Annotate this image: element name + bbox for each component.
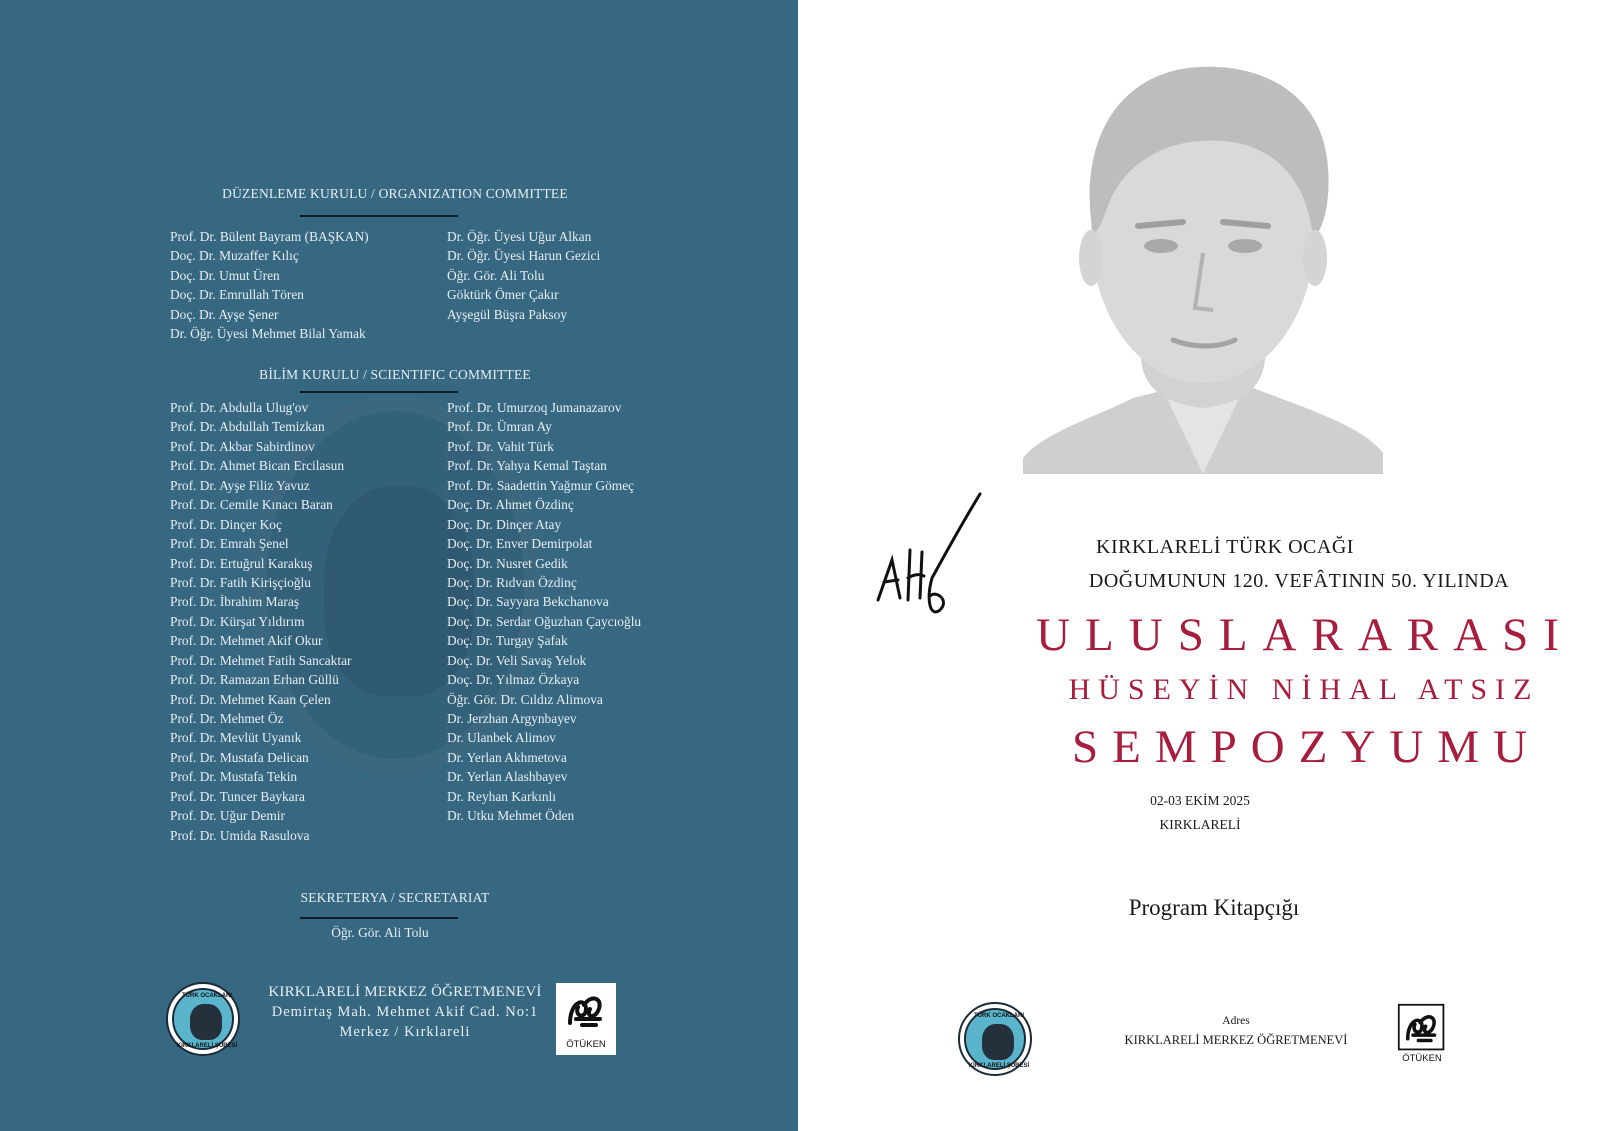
scientific-committee-col2 (447, 398, 641, 826)
scientific-committee-title: BİLİM KURULU / SCIENTIFIC COMMITTEE (259, 367, 531, 382)
otuken-publisher-logo (556, 983, 616, 1055)
member-name: Prof. Dr. Uğur Demir (170, 808, 285, 824)
member-name: Prof. Dr. Saadettin Yağmur Gömeç (447, 477, 635, 493)
member-name: Prof. Dr. Kürşat Yıldırım (170, 613, 305, 629)
secretary-name: Öğr. Gör. Ali Tolu (331, 925, 429, 940)
member-name: Doç. Dr. Ahmet Özdinç (447, 497, 574, 513)
member-name: Prof. Dr. Mustafa Tekin (170, 769, 298, 785)
organization-committee-col1 (170, 227, 369, 344)
seal-top-text: TÜRK OCAKLARI (974, 1013, 1024, 1019)
title-line-3: SEMPOZYUMU (1071, 721, 1542, 773)
booklet-label: Program Kitapçığı (1128, 895, 1300, 920)
left-page (0, 0, 798, 1131)
member-name: Doç. Dr. Sayyara Bekchanova (447, 594, 609, 610)
wolf-head-icon (190, 1004, 222, 1040)
turk-ocaklari-seal-logo (166, 982, 240, 1056)
member-name: Doç. Dr. Muzaffer Kılıç (170, 248, 299, 264)
member-name: Prof. Dr. Mehmet Kaan Çelen (170, 691, 331, 707)
member-name: Prof. Dr. Akbar Sabirdinov (170, 438, 315, 454)
title-line-2: HÜSEYİN NİHAL ATSIZ (1068, 673, 1540, 706)
member-name: Doç. Dr. Yılmaz Özkaya (447, 672, 580, 688)
member-name: Doç. Dr. Enver Demirpolat (447, 536, 593, 552)
event-date: 02-03 EKİM 2025 (1150, 793, 1250, 808)
member-name: Doç. Dr. Dinçer Atay (447, 516, 562, 532)
member-name: Öğr. Gör. Ali Tolu (447, 267, 545, 283)
member-name: Doç. Dr. Ayşe Şener (170, 306, 279, 322)
seal-ring (964, 1008, 1030, 1070)
turk-ocaklari-seal-logo (958, 1002, 1032, 1076)
member-name: Dr. Öğr. Üyesi Harun Gezici (447, 248, 601, 264)
member-name: Göktürk Ömer Çakır (447, 287, 559, 303)
member-name: Doç. Dr. Turgay Şafak (447, 633, 568, 649)
organizer-name: KIRKLARELİ TÜRK OCAĞI (1096, 536, 1354, 558)
address-label: Adres (1222, 1015, 1250, 1027)
member-name: Prof. Dr. Mevlüt Uyanık (170, 730, 302, 746)
otuken-publisher-logo (1394, 1003, 1450, 1067)
member-name: Prof. Dr. Ayşe Filiz Yavuz (170, 477, 310, 493)
member-name: Prof. Dr. Mehmet Öz (170, 711, 284, 726)
scientific-committee-col1 (170, 398, 351, 845)
venue-address (255, 984, 555, 1041)
member-name: Prof. Dr. Emrah Şenel (170, 536, 289, 552)
member-name: Prof. Dr. Bülent Bayram (BAŞKAN) (170, 229, 369, 244)
member-name: Prof. Dr. Cemile Kınacı Baran (170, 497, 333, 513)
member-name: Doç. Dr. Nusret Gedik (447, 555, 568, 571)
member-name: Prof. Dr. Umurzoq Jumanazarov (447, 400, 622, 415)
member-name: Prof. Dr. Ahmet Bican Ercilasun (170, 458, 345, 474)
section-divider (300, 215, 458, 217)
seal-top-text: TÜRK OCAKLARI (182, 993, 232, 999)
member-name: Prof. Dr. Abdulla Ulug'ov (170, 400, 309, 415)
member-name: Prof. Dr. Yahya Kemal Taştan (447, 458, 607, 474)
organization-committee-title: DÜZENLEME KURULU / ORGANIZATION COMMITTEE (222, 186, 568, 201)
member-name: Prof. Dr. Mustafa Delican (170, 749, 309, 765)
venue-district: Merkez / Kırklareli (339, 1024, 471, 1040)
member-name: Dr. Öğr. Üyesi Mehmet Bilal Yamak (170, 326, 366, 342)
member-name: Prof. Dr. Mehmet Fatih Sancaktar (170, 652, 352, 668)
member-name: Prof. Dr. Ramazan Erhan Güllü (170, 672, 339, 688)
member-name: Öğr. Gör. Dr. Cıldız Alimova (447, 691, 603, 707)
member-name: Doç. Dr. Emrullah Tören (170, 287, 304, 303)
member-name: Doç. Dr. Veli Savaş Yelok (447, 652, 587, 668)
address-value: KIRKLARELİ MERKEZ ÖĞRETMENEVİ (1124, 1033, 1348, 1047)
publisher-name: ÖTÜKEN (566, 1039, 606, 1050)
wolf-head-icon (982, 1024, 1014, 1060)
section-divider (300, 917, 458, 919)
secretariat-title: SEKRETERYA / SECRETARIAT (300, 890, 490, 905)
member-name: Dr. Öğr. Üyesi Uğur Alkan (447, 229, 592, 244)
member-name: Prof. Dr. Dinçer Koç (170, 516, 282, 532)
section-divider (300, 391, 458, 393)
member-name: Dr. Yerlan Alashbayev (447, 769, 568, 785)
anniversary-line: DOĞUMUNUN 120. VEFÂTININ 50. YILINDA (1088, 570, 1510, 592)
member-name: Prof. Dr. İbrahim Maraş (170, 594, 300, 610)
venue-name: KIRKLARELİ MERKEZ ÖĞRETMENEVİ (268, 984, 542, 1000)
member-name: Prof. Dr. Umida Rasulova (170, 827, 310, 843)
seal-bottom-text: KIRKLARELİ ŞUBESİ (968, 1063, 1030, 1069)
seal-ring (172, 988, 238, 1050)
member-name: Doç. Dr. Serdar Oğuzhan Çaycıoğlu (447, 613, 642, 629)
member-name: Prof. Dr. Fatih Kirişçioğlu (170, 574, 311, 590)
publisher-name: ÖTÜKEN (1402, 1053, 1442, 1064)
event-city: KIRKLARELİ (1159, 817, 1241, 832)
member-name: Dr. Reyhan Karkınlı (447, 788, 556, 804)
member-name: Prof. Dr. Tuncer Baykara (170, 788, 306, 804)
member-name: Doç. Dr. Rıdvan Özdinç (447, 574, 577, 590)
member-name: Dr. Utku Mehmet Öden (447, 808, 575, 824)
member-name: Doç. Dr. Umut Üren (170, 267, 280, 283)
otuken-mark-icon (1394, 1003, 1450, 1053)
seal-bottom-text: KIRKLARELİ ŞUBESİ (176, 1043, 238, 1049)
member-name: Prof. Dr. Abdullah Temizkan (170, 419, 325, 435)
member-name: Prof. Dr. Mehmet Akif Okur (170, 633, 323, 649)
member-name: Prof. Dr. Ertuğrul Karakuş (170, 555, 313, 571)
member-name: Dr. Yerlan Akhmetova (447, 749, 567, 765)
member-name: Dr. Ulanbek Alimov (447, 730, 556, 746)
member-name: Ayşegül Büşra Paksoy (447, 306, 568, 322)
member-name: Dr. Jerzhan Argynbayev (447, 711, 577, 726)
member-name: Prof. Dr. Vahit Türk (447, 438, 554, 454)
portrait-image (1023, 58, 1383, 474)
title-line-1: ULUSLARARASI (1036, 609, 1574, 661)
venue-street: Demirtaş Mah. Mehmet Akif Cad. No:1 (271, 1004, 539, 1020)
otuken-mark-icon (556, 983, 616, 1039)
organization-committee-col2 (447, 227, 600, 324)
member-name: Prof. Dr. Ümran Ay (447, 419, 552, 435)
